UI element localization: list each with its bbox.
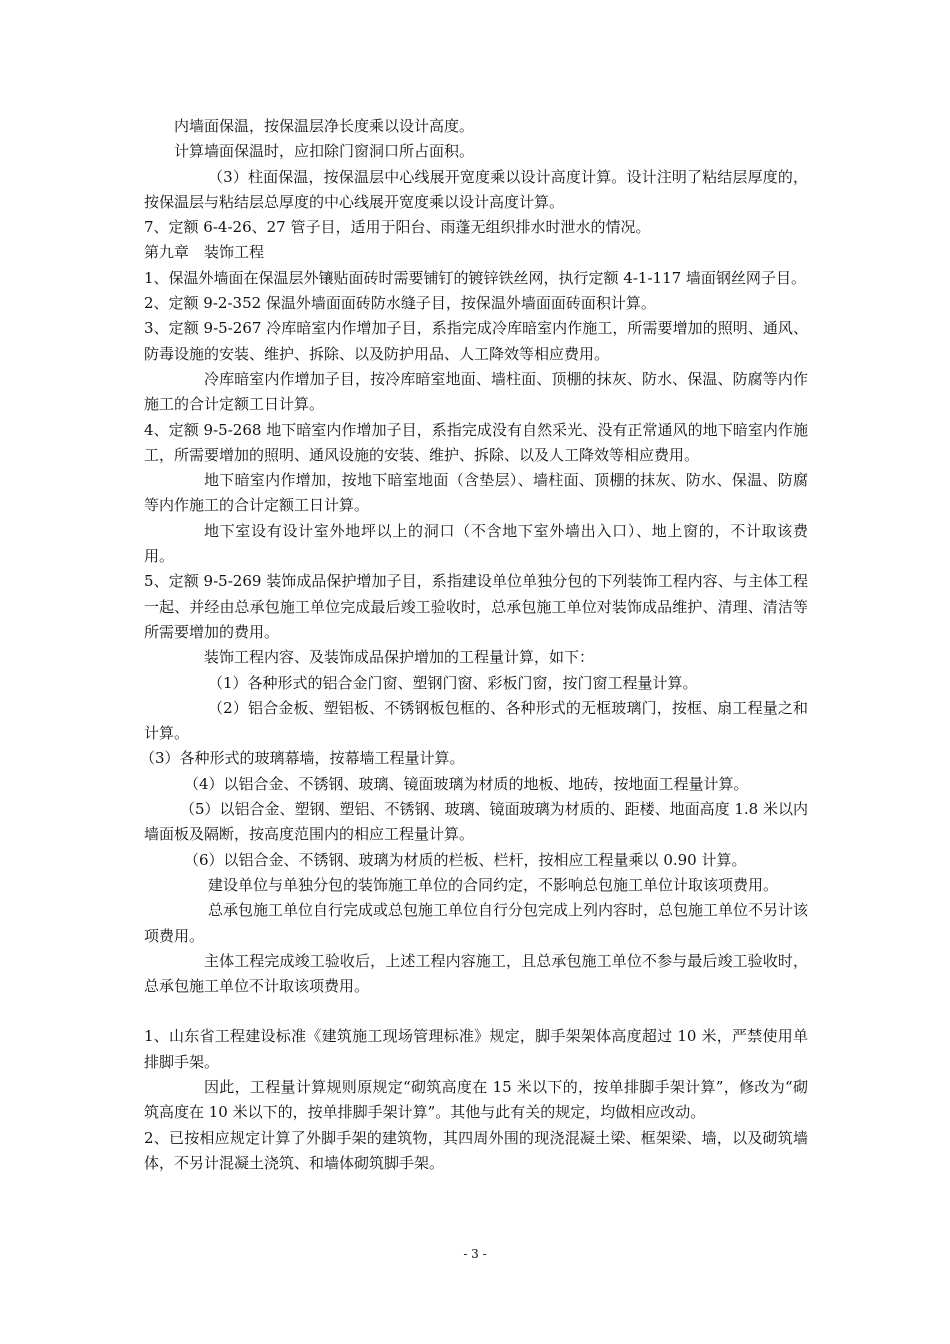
- paragraph: （3）各种形式的玻璃幕墙，按幕墙工程量计算。: [140, 749, 465, 768]
- paragraph: 计算墙面保温时，应扣除门窗洞口所占面积。: [174, 142, 475, 161]
- paragraph: 1、保温外墙面在保温层外镶贴面砖时需要铺钉的镀锌铁丝网，执行定额 4-1-117 墙面钢丝网子目。: [144, 268, 806, 287]
- chapter-heading: 第九章 装饰工程: [144, 243, 265, 262]
- paragraph: 冷库暗室内作增加子目，按冷库暗室地面、墙柱面、顶棚的抹灰、防水、保温、防腐等内作施工的合计定额工日计算。: [144, 369, 808, 414]
- paragraph: 3、定额 9-5-267 冷库暗室内作增加子目，系指完成冷库暗室内作施工，所需要增加的照明、通风、防毒设施的安装、维护、拆除、以及防护用品、人工降效等相应费用。: [144, 319, 808, 363]
- paragraph: 2、已按相应规定计算了外脚手架的建筑物，其四周外围的现浇混凝土梁、框架梁、墙，以及砌筑墙体，不另计混凝土浇筑、和墙体砌筑脚手架。: [144, 1128, 808, 1172]
- paragraph: （2）铝合金板、塑铝板、不锈钢板包框的、各种形式的无框玻璃门，按框、扇工程量之和计算。: [144, 698, 808, 743]
- paragraph: 7、定额 6-4-26、27 管子目，适用于阳台、雨蓬无组织排水时泄水的情况。: [144, 218, 651, 237]
- paragraph: 地下暗室内作增加，按地下暗室地面（含垫层）、墙柱面、顶棚的抹灰、防水、保温、防腐等内作施工的合计定额工日计算。: [144, 471, 808, 515]
- paragraph: 内墙面保温，按保温层净长度乘以设计高度。: [174, 117, 475, 135]
- page-number: - 3 -: [463, 1247, 487, 1261]
- paragraph: 4、定额 9-5-268 地下暗室内作增加子目，系指完成没有自然采光、没有正常通风的地下暗室内作施工，所需要增加的照明、通风设施的安装、维护、拆除、以及人工降效等相应费用。: [144, 420, 808, 464]
- paragraph: （1）各种形式的铝合金门窗、塑钢门窗、彩板门窗，按门窗工程量计算。: [208, 673, 698, 692]
- paragraph: 装饰工程内容、及装饰成品保护增加的工程量计算，如下：: [204, 648, 595, 667]
- paragraph: 2、定额 9-2-352 保温外墙面面砖防水缝子目，按保温外墙面面砖面积计算。: [144, 294, 656, 313]
- paragraph: 5、定额 9-5-269 装饰成品保护增加子目，系指建设单位单独分包的下列装饰工程内容、与主体工程一起、并经由总承包施工单位完成最后竣工验收时，总承包施工单位对装饰成品维护、清理、清洁等所需要增加的费用。: [144, 572, 808, 641]
- paragraph: 建设单位与单独分包的装饰施工单位的合同约定，不影响总包施工单位计取该项费用。: [208, 875, 779, 894]
- paragraph: （6）以铝合金、不锈钢、玻璃为材质的栏板、栏杆，按相应工程量乘以 0.90 计算。: [184, 850, 747, 869]
- paragraph: （3）柱面保温，按保温层中心线展开宽度乘以设计高度计算。设计注明了粘结层厚度的，按保温层与粘结层总厚度的中心线展开宽度乘以设计高度计算。: [144, 167, 808, 211]
- paragraph: 总承包施工单位自行完成或总包施工单位自行分包完成上列内容时，总包施工单位不另计该项费用。: [144, 901, 809, 945]
- paragraph-spacer: [144, 999, 808, 1024]
- paragraph: 地下室设有设计室外地坪以上的洞口（不含地下室外墙出入口）、地上窗的，不计取该费用。: [144, 521, 808, 566]
- paragraph: （4）以铝合金、不锈钢、玻璃、镜面玻璃为材质的地板、地砖，按地面工程量计算。: [184, 774, 749, 793]
- paragraph: 1、山东省工程建设标准《建筑施工现场管理标准》规定，脚手架架体高度超过 10 米，严禁使用单排脚手架。: [144, 1027, 808, 1071]
- document-body: [140, 114, 809, 1176]
- paragraph: 主体工程完成竣工验收后，上述工程内容施工，且总承包施工单位不参与最后竣工验收时，总承包施工单位不计取该项费用。: [144, 951, 808, 996]
- paragraph: （5）以铝合金、塑钢、塑铝、不锈钢、玻璃、镜面玻璃为材质的、距楼、地面高度 1.8 米以内墙面板及隔断，按高度范围内的相应工程量计算。: [144, 800, 808, 844]
- paragraph: 因此，工程量计算规则原规定“砌筑高度在 15 米以下的，按单排脚手架计算”，修改为“砌筑高度在 10 米以下的，按单排脚手架计算”。其他与此有关的规定，均做相应改动。: [144, 1077, 808, 1122]
